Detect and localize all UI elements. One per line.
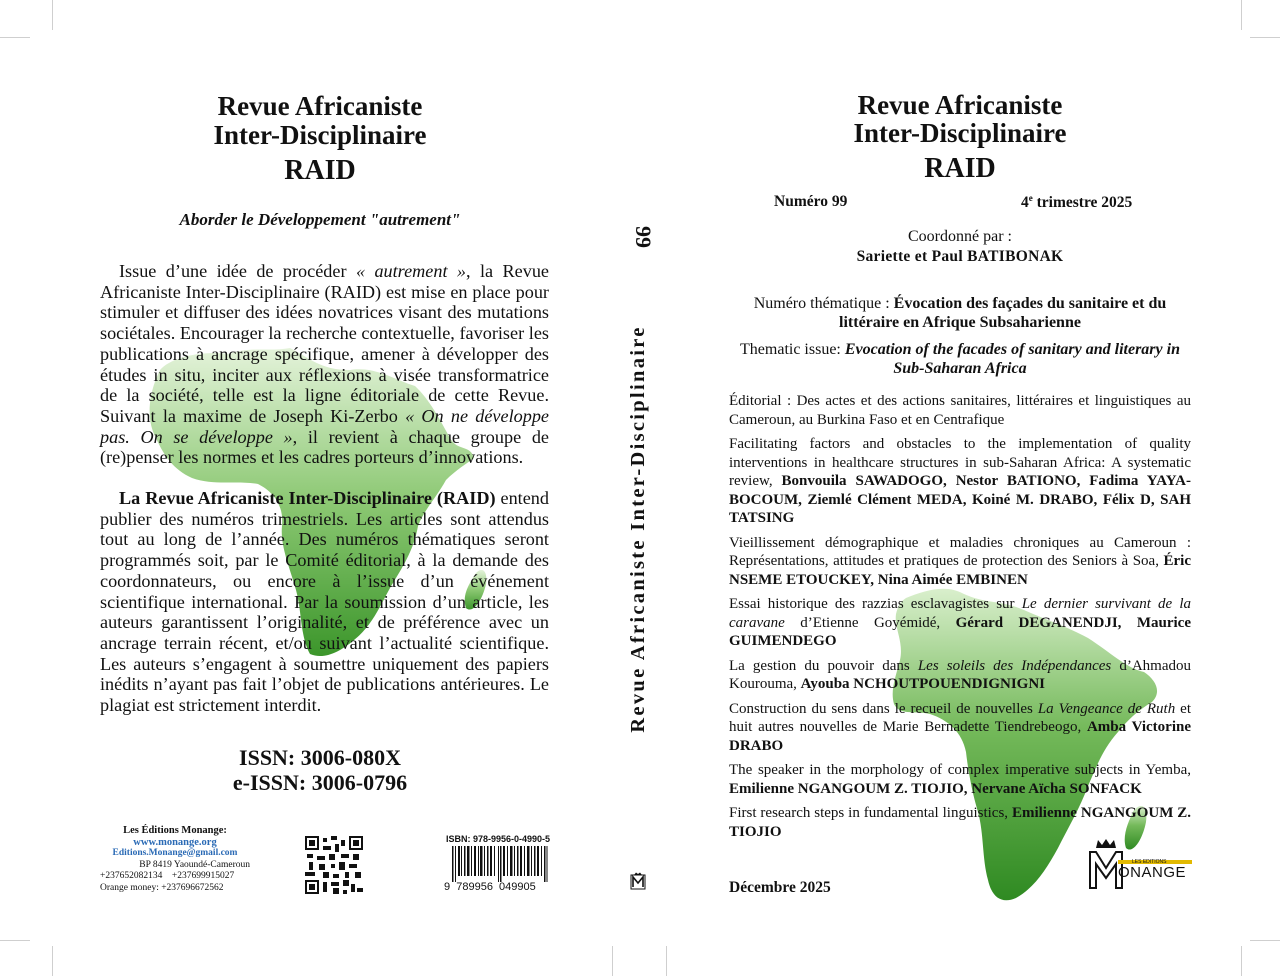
back-tagline: Aborder le Développement "autrement" — [179, 210, 461, 229]
toc-item: Éditorial : Des actes et des actions sanitaires, littéraires et linguistiques au Cameroun, au Burkina Faso et en Centrafique — [729, 393, 1191, 428]
toc-item: Construction du sens dans le recueil de nouvelles La Vengeance de Ruth et huit autres nouvelles de Marie Bernadette Tiendrebeogo, Amba Victorine DRABO — [729, 700, 1192, 754]
coordinators: Sariette et Paul BATIBONAK — [856, 248, 1064, 265]
trim-mark — [52, 946, 53, 976]
publisher-info — [100, 825, 250, 894]
trim-mark — [0, 940, 30, 941]
trim-mark — [1250, 37, 1280, 38]
front-title-line1: Revue Africaniste — [857, 90, 1063, 120]
publisher-name: Les Éditions Monange: — [123, 825, 227, 836]
toc-item: La gestion du pouvoir dans Les soleils des Indépendances d’Ahmadou Kourouma, Ayouba NCHOUTPOUENDIGNIGNI — [729, 657, 1192, 692]
eissn: e-ISSN: 3006-0796 — [232, 770, 408, 795]
spine-number: 99 — [631, 226, 656, 248]
back-title-line2: Inter-Disciplinaire — [213, 120, 427, 150]
toc-item: The speaker in the morphology of complex imperative subjects in Yemba, Emilienne NGANGOUM Z. TIOJIO, Nervane Aïcha SONFACK — [729, 762, 1191, 797]
logo-small-text: LES EDITIONS — [1132, 859, 1167, 865]
theme-fr: Numéro thématique : Évocation des façades du sanitaire et du littéraire en Afrique Subsaharienne — [753, 295, 1167, 331]
front-title-raid: RAID — [924, 153, 996, 184]
back-title-line1: Revue Africaniste — [217, 91, 423, 121]
trim-mark — [1241, 0, 1242, 30]
barcode-digits: 9 789956 049905 — [444, 881, 536, 893]
theme-en: Thematic issue: Evocation of the facades of sanitary and literary in Sub-Saharan Africa — [740, 341, 1180, 377]
issn: ISSN: 3006-080X — [239, 745, 401, 770]
spine-title: Revue Africaniste Inter-Disciplinaire — [627, 325, 649, 733]
coordinated-by-label: Coordonné par : — [908, 228, 1012, 245]
toc-item: Essai historique des razzias esclavagistes sur Le dernier survivant de la caravane d’Etienne Goyémidé, Gérard DEGANENDJI, Maurice GUIMENDEGO — [729, 596, 1192, 649]
back-text — [100, 261, 549, 716]
publisher-address: BP 8419 Yaoundé-Cameroun — [139, 859, 250, 870]
issue-date: Décembre 2025 — [729, 879, 831, 896]
publisher-email[interactable]: Editions.Monange@gmail.com — [112, 848, 238, 858]
qr-code-icon — [305, 836, 363, 894]
trim-mark — [1241, 946, 1242, 976]
trim-mark — [1250, 940, 1280, 941]
issue-quarter: 4e trimestre 2025 — [1021, 193, 1133, 212]
spine-logo-icon — [630, 872, 646, 890]
toc-item: First research steps in fundamental linguistics, Emilienne NGANGOUM Z. TIOJIO — [729, 805, 1192, 840]
publisher-website[interactable]: www.monange.org — [133, 836, 217, 848]
table-of-contents — [729, 392, 1191, 847]
toc-item: Facilitating factors and obstacles to the implementation of quality interventions in healthcare structures in sub-Saharan Africa: A systematic review, Bonvouila SAWADOGO, Nestor BATIONO, Fadima YAYA-BOCOUM, Ziemlé Clément MEDA, Koiné M. DRABO, Félix D, SAH TATSING — [729, 436, 1191, 526]
front-title-line2: Inter-Disciplinaire — [853, 118, 1067, 148]
trim-mark — [666, 946, 667, 976]
back-paragraph-2: La Revue Africaniste Inter-Disciplinaire (RAID) entend publier des numéros trimestriels. Les articles sont attendus tout au long de l’année. Des numéros thématiques seront programmés soit, par le Comité éditorial, à la demande des coordonnateurs, ou encore à l’issue d’un événement scientifique international. Par la soumission d’un article, les auteurs garantissent l’originalité, et de préférence avec un ancrage terrain récent, et/ou suivant l’actualité scientifique. Les auteurs s’engagent à soumettre uniquement des papiers inédits n’ayant pas fait l’objet de publications antérieures. Le plagiat est strictement interdit. — [100, 488, 549, 716]
issue-number: Numéro 99 — [774, 193, 848, 210]
publisher-phones: +237652082134 +237699915027 — [100, 871, 235, 881]
monange-logo — [1088, 838, 1194, 890]
back-paragraph-1: Issue d’une idée de procéder « autrement », la Revue Africaniste Inter-Disciplinaire (RAID) est mise en place pour stimuler et diffuser des idées novatrices visant des mutations sociétales. Encourager la recherche contextuelle, favoriser les publications à ancrage spécifique, amener à développer des études in situ, inciter aux réflexions à visée transformatrice de la société, telle est la ligne éditoriale de cette Revue. Suivant la maxime de Joseph Ki-Zerbo « On ne développe pas. On se développe », il revient à chaque groupe de (re)penser les normes et les cadres porteurs d’innovations. — [100, 261, 549, 468]
back-title-raid: RAID — [284, 155, 356, 186]
isbn-label: ISBN: 978-9956-0-4990-5 — [446, 834, 551, 844]
trim-mark — [0, 37, 30, 38]
publisher-orange-money: Orange money: +237696672562 — [100, 882, 224, 893]
spine — [612, 0, 666, 976]
logo-text: ONANGE — [1118, 864, 1187, 881]
barcode-icon — [452, 846, 548, 882]
trim-mark — [52, 0, 53, 30]
toc-item: Vieillissement démographique et maladies chroniques au Cameroun : Représentations, attitudes et pratiques de protection des Seniors à Soa, Éric NSEME ETOUCKEY, Nina Aimée EMBINEN — [729, 534, 1191, 588]
